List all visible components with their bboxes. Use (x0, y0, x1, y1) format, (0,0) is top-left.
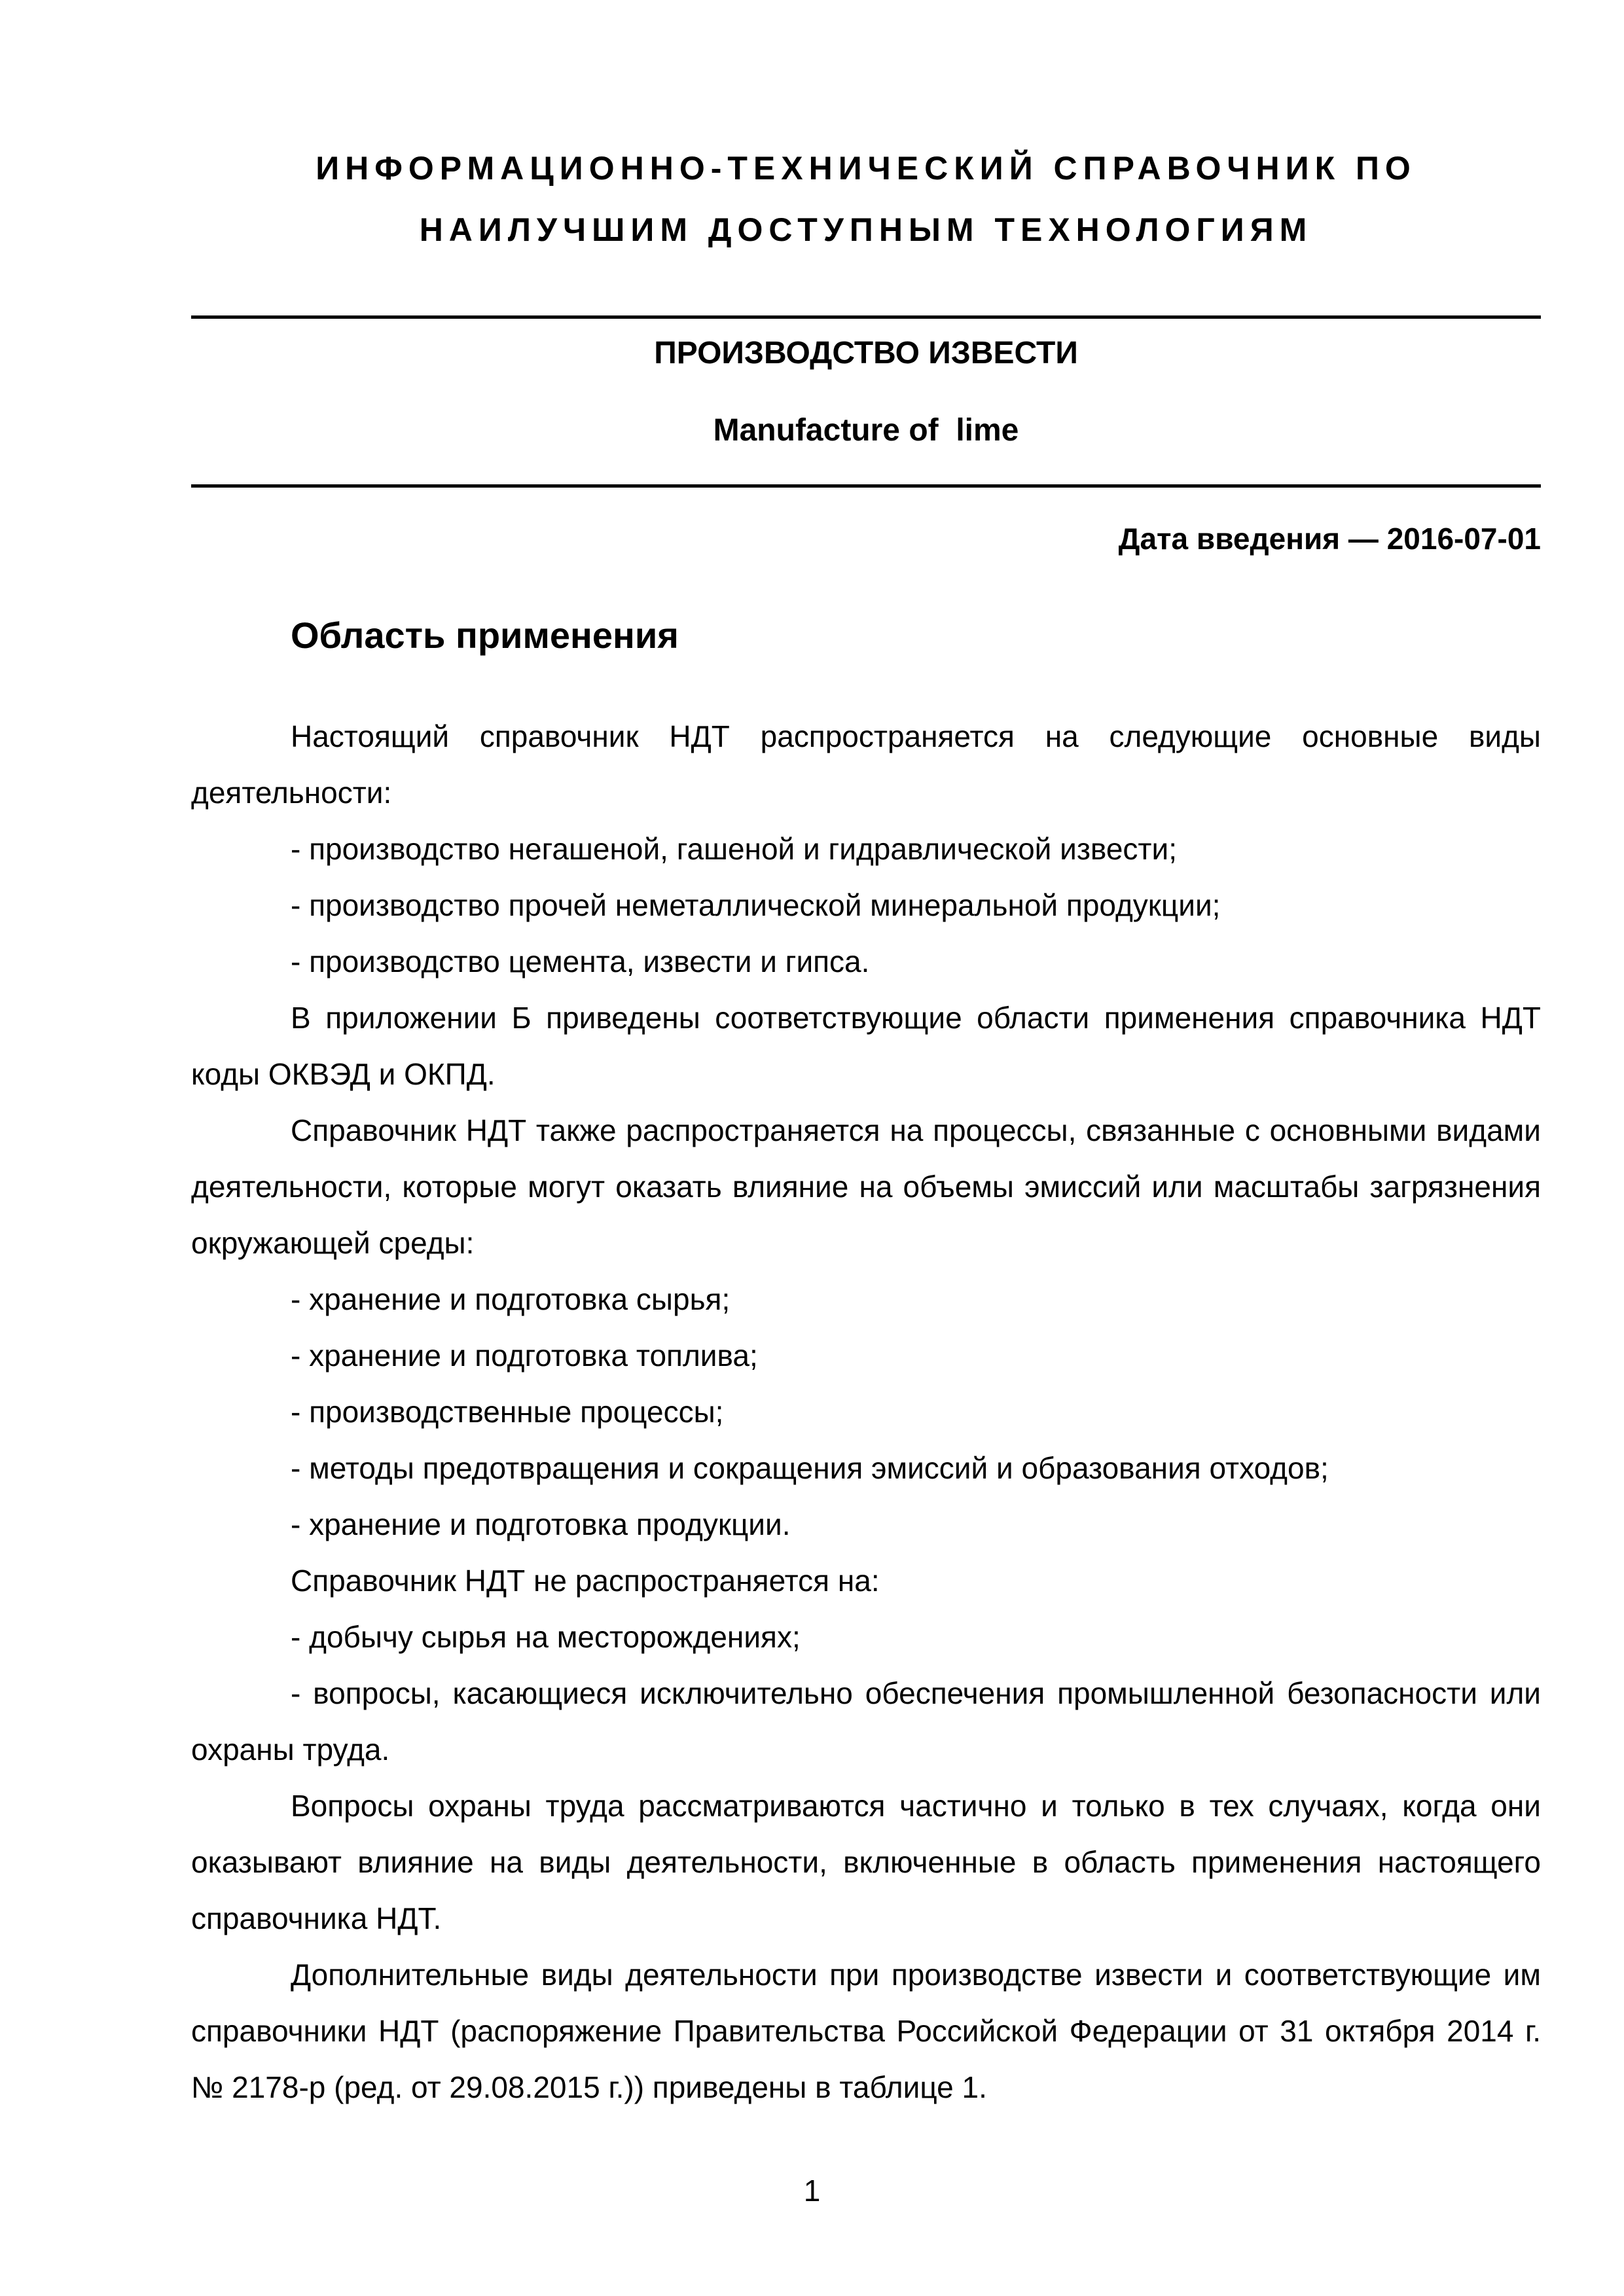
list-item: - хранение и подготовка топлива; (291, 1338, 758, 1372)
list-item: - производство негашеной, гашеной и гидравлической извести; (291, 832, 1177, 866)
document-title-line-1: ИНФОРМАЦИОННО-ТЕХНИЧЕСКИЙ СПРАВОЧНИК ПО (316, 150, 1416, 187)
list-item: - производственные процессы; (291, 1395, 724, 1429)
subtitle-russian: ПРОИЗВОДСТВО ИЗВЕСТИ (654, 336, 1078, 370)
bottom-divider (191, 484, 1541, 488)
list-item: - вопросы, касающиеся исключительно обеспечения промышленной безопасности или охраны труда. (191, 1676, 1541, 1767)
paragraph: Вопросы охраны труда рассматриваются частично и только в тех случаях, когда они оказывают влияние на виды деятельности, включенные в область применения настоящего справочника НДТ. (191, 1789, 1541, 1935)
list-item: - хранение и подготовка продукции. (291, 1507, 791, 1541)
page-number: 1 (803, 2174, 821, 2208)
top-divider (191, 315, 1541, 319)
paragraph: В приложении Б приведены соответствующие области применения справочника НДТ коды ОКВЭД и ОКПД. (191, 1001, 1541, 1091)
list-item: - хранение и подготовка сырья; (291, 1282, 731, 1316)
document-title-line-2: НАИЛУЧШИМ ДОСТУПНЫМ ТЕХНОЛОГИЯМ (419, 211, 1313, 248)
list-item: - методы предотвращения и сокращения эмиссий и образования отходов; (291, 1451, 1329, 1485)
list-item: - добычу сырья на месторождениях; (291, 1620, 801, 1654)
paragraph: Настоящий справочник НДТ распространяется на следующие основные виды деятельности: (191, 719, 1541, 810)
paragraph: Справочник НДТ не распространяется на: (291, 1564, 880, 1598)
paragraph: Дополнительные виды деятельности при производстве извести и соответствующие им справочники НДТ (распоряжение Правительства Российской Федерации от 31 октября 2014 г. № 2178-р (ред. от 29.08.2015 г.)) приведены в таблице 1. (191, 1958, 1541, 2104)
section-heading: Область применения (291, 615, 679, 656)
list-item: - производство прочей неметаллической минеральной продукции; (291, 888, 1221, 922)
introduction-date: Дата введения — 2016-07-01 (1118, 522, 1541, 556)
section-body (191, 708, 1541, 2115)
list-item: - производство цемента, извести и гипса. (291, 944, 870, 978)
subtitle-english: Manufacture of lime (713, 413, 1019, 448)
paragraph: Справочник НДТ также распространяется на процессы, связанные с основными видами деятельности, которые могут оказать влияние на объемы эмиссий или масштабы загрязнения окружающей среды: (191, 1113, 1541, 1260)
